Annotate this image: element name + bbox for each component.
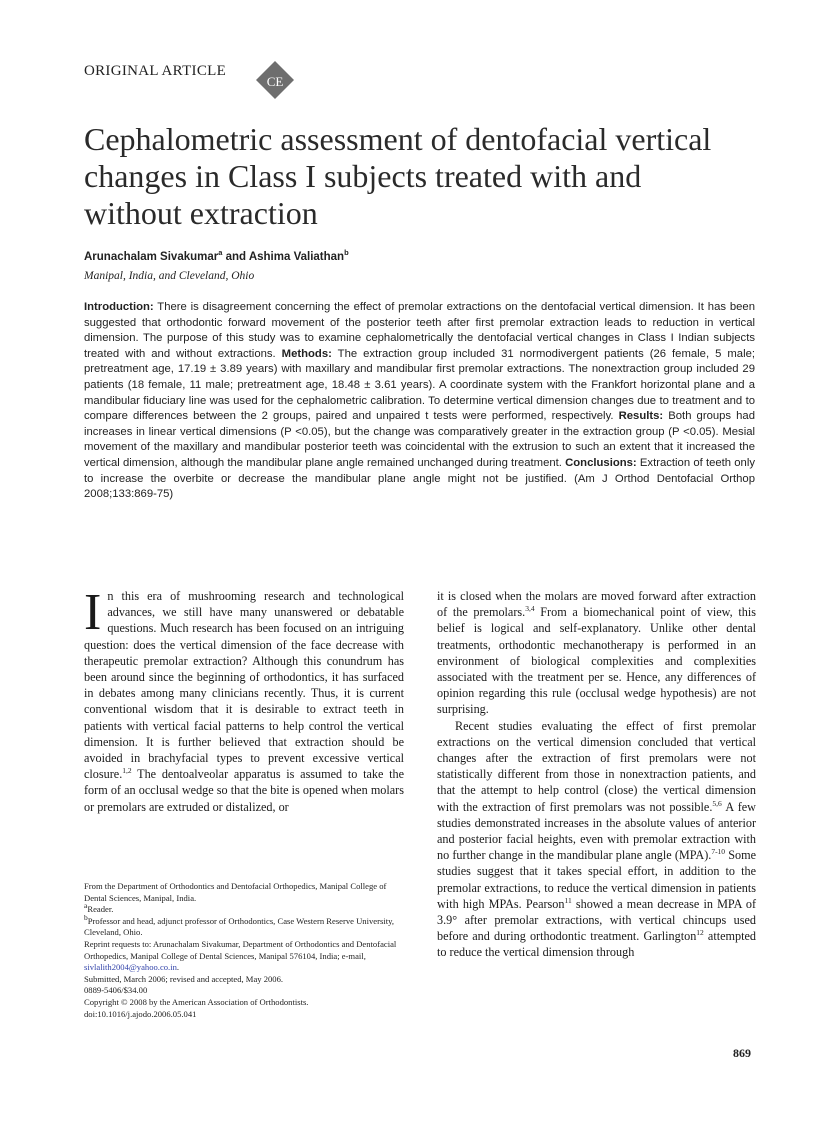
- body-text: From a biomechanical point of view, this belief is logical and self-explanatory. Unlike other dental treatments, orthodontic mechanotherapy is performed in an environment of biological complexities and complexities associated with the treatment per se. Hence, any differences of opinion regarding this rule (occlusal wedge hypothesis) are not surprising.: [437, 605, 757, 717]
- abstract-intro-label: Introduction:: [84, 301, 154, 313]
- email-link[interactable]: sivlalith2004@yahoo.co.in: [84, 962, 177, 973]
- body-text: attempted to reduce the vertical dimension through: [437, 929, 756, 960]
- citation-ref[interactable]: 12: [696, 928, 704, 938]
- body-paragraph: [437, 718, 756, 961]
- abstract-results-label: Results:: [618, 410, 664, 423]
- footnote-copyright: Copyright © 2008 by the American Association of Orthodontists.: [84, 996, 309, 1007]
- footnote-submitted: Submitted, March 2006; revised and accepted, May 2006.: [84, 973, 284, 984]
- abstract-conclusions-label: Conclusions:: [565, 456, 637, 469]
- footnote-text: Professor and head, adjunct professor of Orthodontics, Case Western Reserve University, Cleveland, Ohio.: [84, 915, 394, 938]
- body-paragraph: [84, 584, 404, 815]
- footnote-text: Reader.: [87, 904, 114, 915]
- abstract-intro-text: There is disagreement concerning the effect of premolar extractions on the dentofacial vertical dimension. It has been suggested that orthodontic forward movement of the posterior teeth after first premolar extraction leads to reduction in vertical dimension. The purpose of this study was to examine cephalometrically the dentofacial vertical changes in Class I Indian subjects treated with and without extractions.: [84, 301, 755, 360]
- badge-text: CE: [266, 74, 284, 89]
- abstract-methods-label: Methods:: [281, 347, 332, 360]
- author-affiliation-mark: b: [344, 248, 349, 258]
- citation-ref[interactable]: 3,4: [525, 604, 535, 614]
- abstract-results-text: Both groups had increases in linear vertical dimensions (P <0.05), but the change was comparatively greater in the extraction group (P <0.05). Mesial movement of the maxillary and mandibular posterior teeth was coincidental with the extrusion to such an extent that it increased the vertical dimension, although the mandibular plane angle remained unchanged during treatment.: [84, 410, 755, 469]
- drop-cap: I: [84, 584, 102, 641]
- footnote-reprint-requests: [84, 939, 404, 974]
- footnote-department: From the Department of Orthodontics and Dentofacial Orthopedics, Manipal College of Dental Sciences, Manipal, India.: [84, 881, 387, 903]
- abstract: [84, 300, 755, 503]
- citation-ref[interactable]: 7-10: [711, 847, 726, 857]
- body-text: Some studies suggest that it takes special effort, in addition to the premolar extractions, to reduce the vertical dimension in patients with high MPAs. Pearson: [437, 848, 756, 911]
- continuing-education-badge: [255, 60, 295, 100]
- section-label: ORIGINAL ARTICLE: [84, 63, 227, 79]
- body-column-right: [437, 588, 756, 961]
- body-text: The dentoalveolar apparatus is assumed to take the form of an occlusal wedge so that the bite is opened when molars or premolars are extruded or distalized, or: [84, 767, 404, 814]
- body-text: showed a mean decrease in MPA of 3.9° after premolar extractions, with vertical chincups used before and during orthodontic treatment. Garlington: [437, 896, 756, 944]
- footnote-text: Reprint requests to: Arunachalam Sivakumar, Department of Orthodontics and Dentofacial Orthopedics, Manipal College of Dental Sciences, Manipal 576104, India; e-mail,: [84, 938, 397, 961]
- abstract-conclusions-text: Extraction of teeth only to increase the overbite or decrease the mandibular plane angle might not be justified. (Am J Orthod Dentofacial Orthop 2008;133:869-75): [84, 456, 755, 501]
- footnote-doi[interactable]: doi:10.1016/j.ajodo.2006.05.041: [84, 1008, 197, 1019]
- footnote-text: .: [176, 962, 180, 973]
- footnote-issn: 0889-5406/$34.00: [84, 985, 148, 996]
- body-text: Recent studies evaluating the effect of first premolar extractions on the vertical dimension concluded that vertical changes after the extraction of first premolars were not statistically different from those in nonextraction patients, and that the attempt to help control (close) the vertical dimension with the extraction of first premolars was not possible.: [437, 718, 756, 814]
- citation-ref[interactable]: 1,2: [122, 766, 132, 776]
- author-name: Ashima Valiathan: [248, 251, 345, 263]
- body-text: n this era of mushrooming research and technological advances, we still have many unanswered or debatable questions. Much research has been focused on an intriguing question: does the vertical dimension of the face decrease with therapeutic premolar extraction? Although this conundrum has been around since the beginning of orthodontics, it has surfaced in debates among many clinicians recently. Thus, it is current conventional wisdom that it is desirable to extract teeth in patients with vertical facial patterns to help control the vertical dimension. It is further believed that extraction should be avoided in brachyfacial types to prevent excessive vertical closure.: [84, 589, 404, 782]
- article-title: Cephalometric assessment of dentofacial vertical changes in Class I subjects treated with and without extraction: [84, 121, 712, 231]
- author-affiliation-mark: a: [218, 248, 223, 258]
- footnotes: [84, 881, 404, 1020]
- body-column-left: [84, 584, 404, 815]
- citation-ref[interactable]: 11: [564, 895, 572, 905]
- author-affiliation: Manipal, India, and Cleveland, Ohio: [84, 270, 255, 282]
- page-number: 869: [733, 1046, 751, 1060]
- author-line: [84, 248, 349, 263]
- abstract-methods-text: The extraction group included 31 normodivergent patients (26 female, 5 male; pretreatment age, 17.19 ± 3.89 years) with maxillary and mandibular first premolar extractions. The nonextraction group included 29 patients (18 female, 11 male; pretreatment age, 18.48 ± 3.61 years). A coordinate system with the Frankfort horizontal plane and a mandibular fiduciary line was used for the cephalometric calibration. To determine vertical dimension changes due to treatment and to compare differences between the 2 groups, paired and unpaired t tests were performed, respectively.: [84, 347, 755, 423]
- body-text: it is closed when the molars are moved forward after extraction of the premolars.: [437, 589, 756, 620]
- footnote-author-a: [84, 901, 404, 916]
- body-text: A few studies demonstrated increases in the absolute values of anterior and posterior facial heights, even with premolar extraction with no further change in the mandibular plane angle (MPA).: [437, 799, 756, 863]
- footnote-author-b: [84, 912, 404, 939]
- citation-ref[interactable]: 5,6: [712, 798, 722, 808]
- footnote-mark: b: [84, 912, 88, 922]
- footnote-mark: a: [84, 901, 88, 911]
- author-name: Arunachalam Sivakumar: [84, 251, 219, 263]
- author-conjunction: and: [222, 251, 249, 263]
- body-paragraph: [437, 588, 756, 718]
